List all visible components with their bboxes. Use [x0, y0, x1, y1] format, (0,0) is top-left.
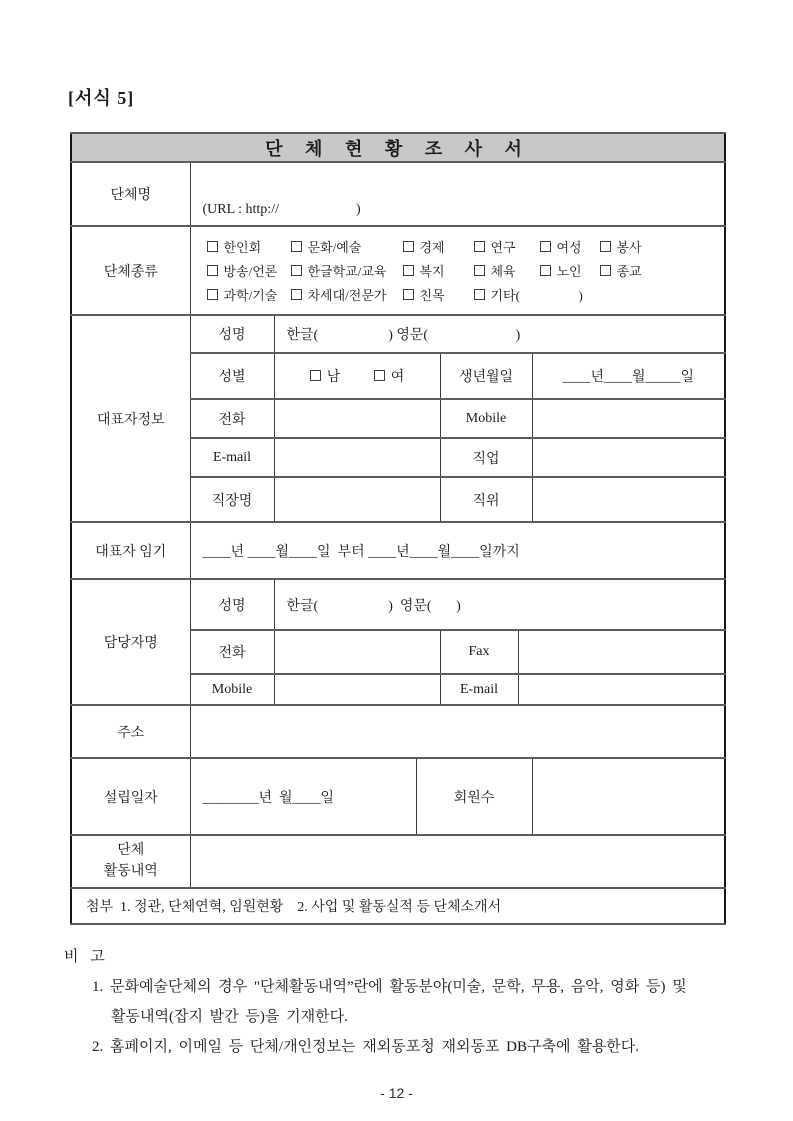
checkbox-icon	[474, 265, 485, 276]
contact-email-value	[518, 674, 725, 705]
checkbox-icon	[540, 241, 551, 252]
rep-job-value	[532, 438, 725, 477]
contact-fax-value	[518, 630, 725, 674]
table-row	[71, 315, 725, 353]
rep-workplace-value	[274, 477, 440, 522]
term-value: ____년 ____월____일 부터 ____년____월____일까지	[190, 522, 725, 579]
remark-item-2: 2. 홈페이지, 이메일 등 단체/개인정보는 재외동포청 재외동포 DB구축에 활용한다.	[92, 1039, 639, 1055]
org-type-option: 복지	[403, 261, 474, 280]
checkbox-icon	[403, 265, 414, 276]
checkbox-icon	[374, 370, 385, 381]
representative-section-label: 대표자정보	[71, 315, 190, 522]
rep-position-label: 직위	[440, 477, 532, 522]
checkbox-icon	[291, 241, 302, 252]
activity-value	[190, 835, 725, 888]
org-type-option: 한글학교/교육	[291, 261, 403, 280]
page-number: - 12 -	[380, 1085, 413, 1101]
rep-birth-value: ____년____월_____일	[532, 353, 725, 399]
org-type-options-row	[207, 261, 721, 280]
table-row	[71, 758, 725, 835]
org-type-option: 기타( )	[474, 285, 540, 304]
table-row	[71, 522, 725, 579]
org-type-options-row	[207, 285, 721, 304]
org-type-options	[191, 227, 725, 314]
org-type-option: 친목	[403, 285, 474, 304]
org-name-label: 단체명	[71, 162, 190, 226]
org-type-option: 종교	[600, 261, 721, 280]
checkbox-icon	[540, 265, 551, 276]
gender-option-female: 여	[374, 366, 405, 386]
org-type-option: 노인	[540, 261, 600, 280]
table-row	[71, 888, 725, 924]
org-type-option: 경제	[403, 237, 474, 256]
org-name-value: (URL : http:// )	[190, 162, 725, 226]
contact-name-label: 성명	[190, 579, 274, 630]
rep-name-value: 한글( ) 영문( )	[274, 315, 725, 353]
table-row	[71, 226, 725, 315]
remark-item-1-continued: 활동내역(잡지 발간 등)을 기재한다.	[111, 1009, 348, 1025]
table-row	[71, 705, 725, 758]
org-type-option: 연구	[474, 237, 540, 256]
org-type-option: 여성	[540, 237, 600, 256]
contact-phone-label: 전화	[190, 630, 274, 674]
remarks-title: 비 고	[64, 949, 109, 965]
contact-phone-value	[274, 630, 440, 674]
checkbox-icon	[474, 241, 485, 252]
contact-fax-label: Fax	[440, 630, 518, 674]
checkbox-icon	[474, 289, 485, 300]
org-type-options-cell	[190, 226, 725, 315]
table-row	[71, 133, 725, 162]
form-tag: [서식 5]	[68, 88, 135, 108]
checkbox-icon	[600, 265, 611, 276]
rep-mobile-label: Mobile	[440, 399, 532, 438]
address-label: 주소	[71, 705, 190, 758]
checkbox-icon	[403, 241, 414, 252]
contact-mobile-value	[274, 674, 440, 705]
term-label: 대표자 임기	[71, 522, 190, 579]
org-type-label: 단체종류	[71, 226, 190, 315]
table-row	[71, 579, 725, 630]
org-type-option: 체육	[474, 261, 540, 280]
address-value	[190, 705, 725, 758]
checkbox-icon	[207, 265, 218, 276]
org-survey-form-table	[70, 132, 726, 925]
rep-name-label: 성명	[190, 315, 274, 353]
founded-value: ________년 월____일	[190, 758, 416, 835]
checkbox-icon	[403, 289, 414, 300]
contact-email-label: E-mail	[440, 674, 518, 705]
table-row	[71, 835, 725, 888]
gender-option-male: 남	[310, 366, 341, 386]
org-type-option: 차세대/전문가	[291, 285, 403, 304]
org-type-option: 문화/예술	[291, 237, 403, 256]
rep-gender-value	[274, 353, 440, 399]
rep-workplace-label: 직장명	[190, 477, 274, 522]
checkbox-icon	[291, 265, 302, 276]
org-type-option: 봉사	[600, 237, 721, 256]
rep-email-value	[274, 438, 440, 477]
org-type-option: 방송/언론	[207, 261, 291, 280]
rep-job-label: 직업	[440, 438, 532, 477]
org-type-options-row	[207, 237, 721, 256]
org-type-option: 한인회	[207, 237, 291, 256]
contact-mobile-label: Mobile	[190, 674, 274, 705]
contact-section-label: 담당자명	[71, 579, 190, 705]
checkbox-icon	[600, 241, 611, 252]
activity-label: 단체 활동내역	[71, 835, 190, 888]
rep-phone-label: 전화	[190, 399, 274, 438]
remarks-section	[64, 942, 740, 1062]
checkbox-icon	[291, 289, 302, 300]
form-title: 단 체 현 황 조 사 서	[71, 133, 725, 162]
checkbox-icon	[310, 370, 321, 381]
contact-name-value: 한글( ) 영문( )	[274, 579, 725, 630]
table-row	[71, 162, 725, 226]
rep-position-value	[532, 477, 725, 522]
checkbox-icon	[207, 289, 218, 300]
org-type-option: 과학/기술	[207, 285, 291, 304]
rep-phone-value	[274, 399, 440, 438]
rep-mobile-value	[532, 399, 725, 438]
rep-email-label: E-mail	[190, 438, 274, 477]
remark-item-1: 1. 문화예술단체의 경우 "단체활동내역”란에 활동분야(미술, 문학, 무용, 음악, 영화 등) 및	[92, 979, 687, 995]
rep-birth-label: 생년월일	[440, 353, 532, 399]
attachment-note: 첨부 1. 정관, 단체연혁, 임원현황 2. 사업 및 활동실적 등 단체소개서	[71, 888, 725, 924]
checkbox-icon	[207, 241, 218, 252]
founded-label: 설립일자	[71, 758, 190, 835]
members-label: 회원수	[416, 758, 532, 835]
rep-gender-label: 성별	[190, 353, 274, 399]
members-value	[532, 758, 725, 835]
